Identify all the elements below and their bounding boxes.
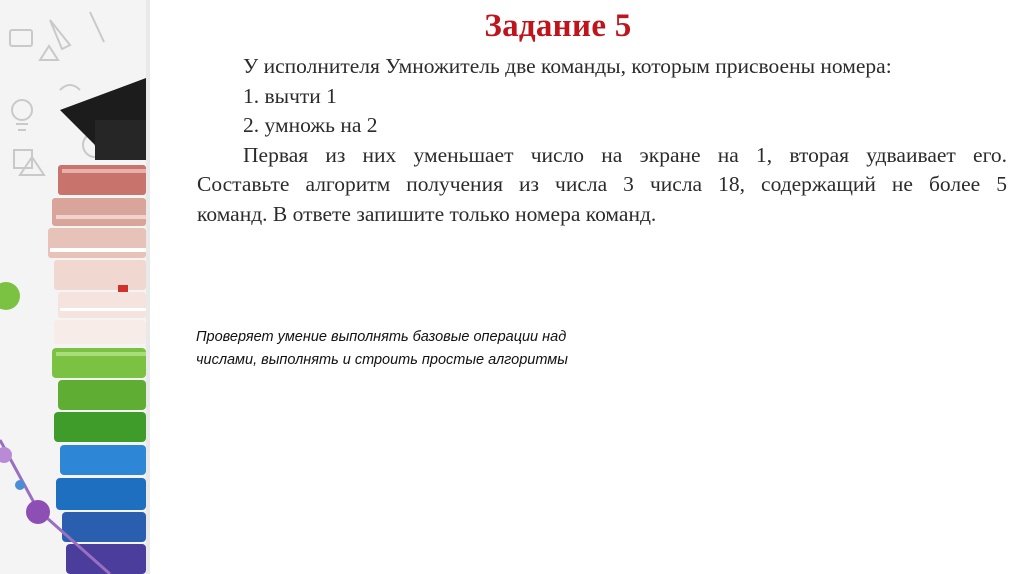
task-line: 2. умножь на 2 [243, 113, 378, 137]
skill-note [196, 326, 716, 372]
task-text [197, 52, 1007, 229]
task-line: Составьте алгоритм получения из числа 3 числа 18, содержащий не более 5 [197, 172, 1007, 196]
slide-title: Задание 5 [484, 8, 632, 44]
task-line: 1. вычти 1 [243, 83, 337, 108]
side-divider [146, 0, 150, 574]
note-line: числами, выполнять и строить простые алгоритмы [196, 352, 568, 368]
task-line: команд. В ответе запишите только номера команд. [197, 201, 657, 226]
note-line: Проверяет умение выполнять базовые операции над [196, 329, 567, 345]
task-line: У исполнителя Умножитель две команды, которым присвоены номера: [243, 54, 892, 78]
books-stack-icon [0, 0, 146, 574]
task-line: Первая из них уменьшает число на экране на 1, вторая удваивает его. [243, 142, 1007, 167]
decorative-books-illustration [0, 0, 146, 574]
